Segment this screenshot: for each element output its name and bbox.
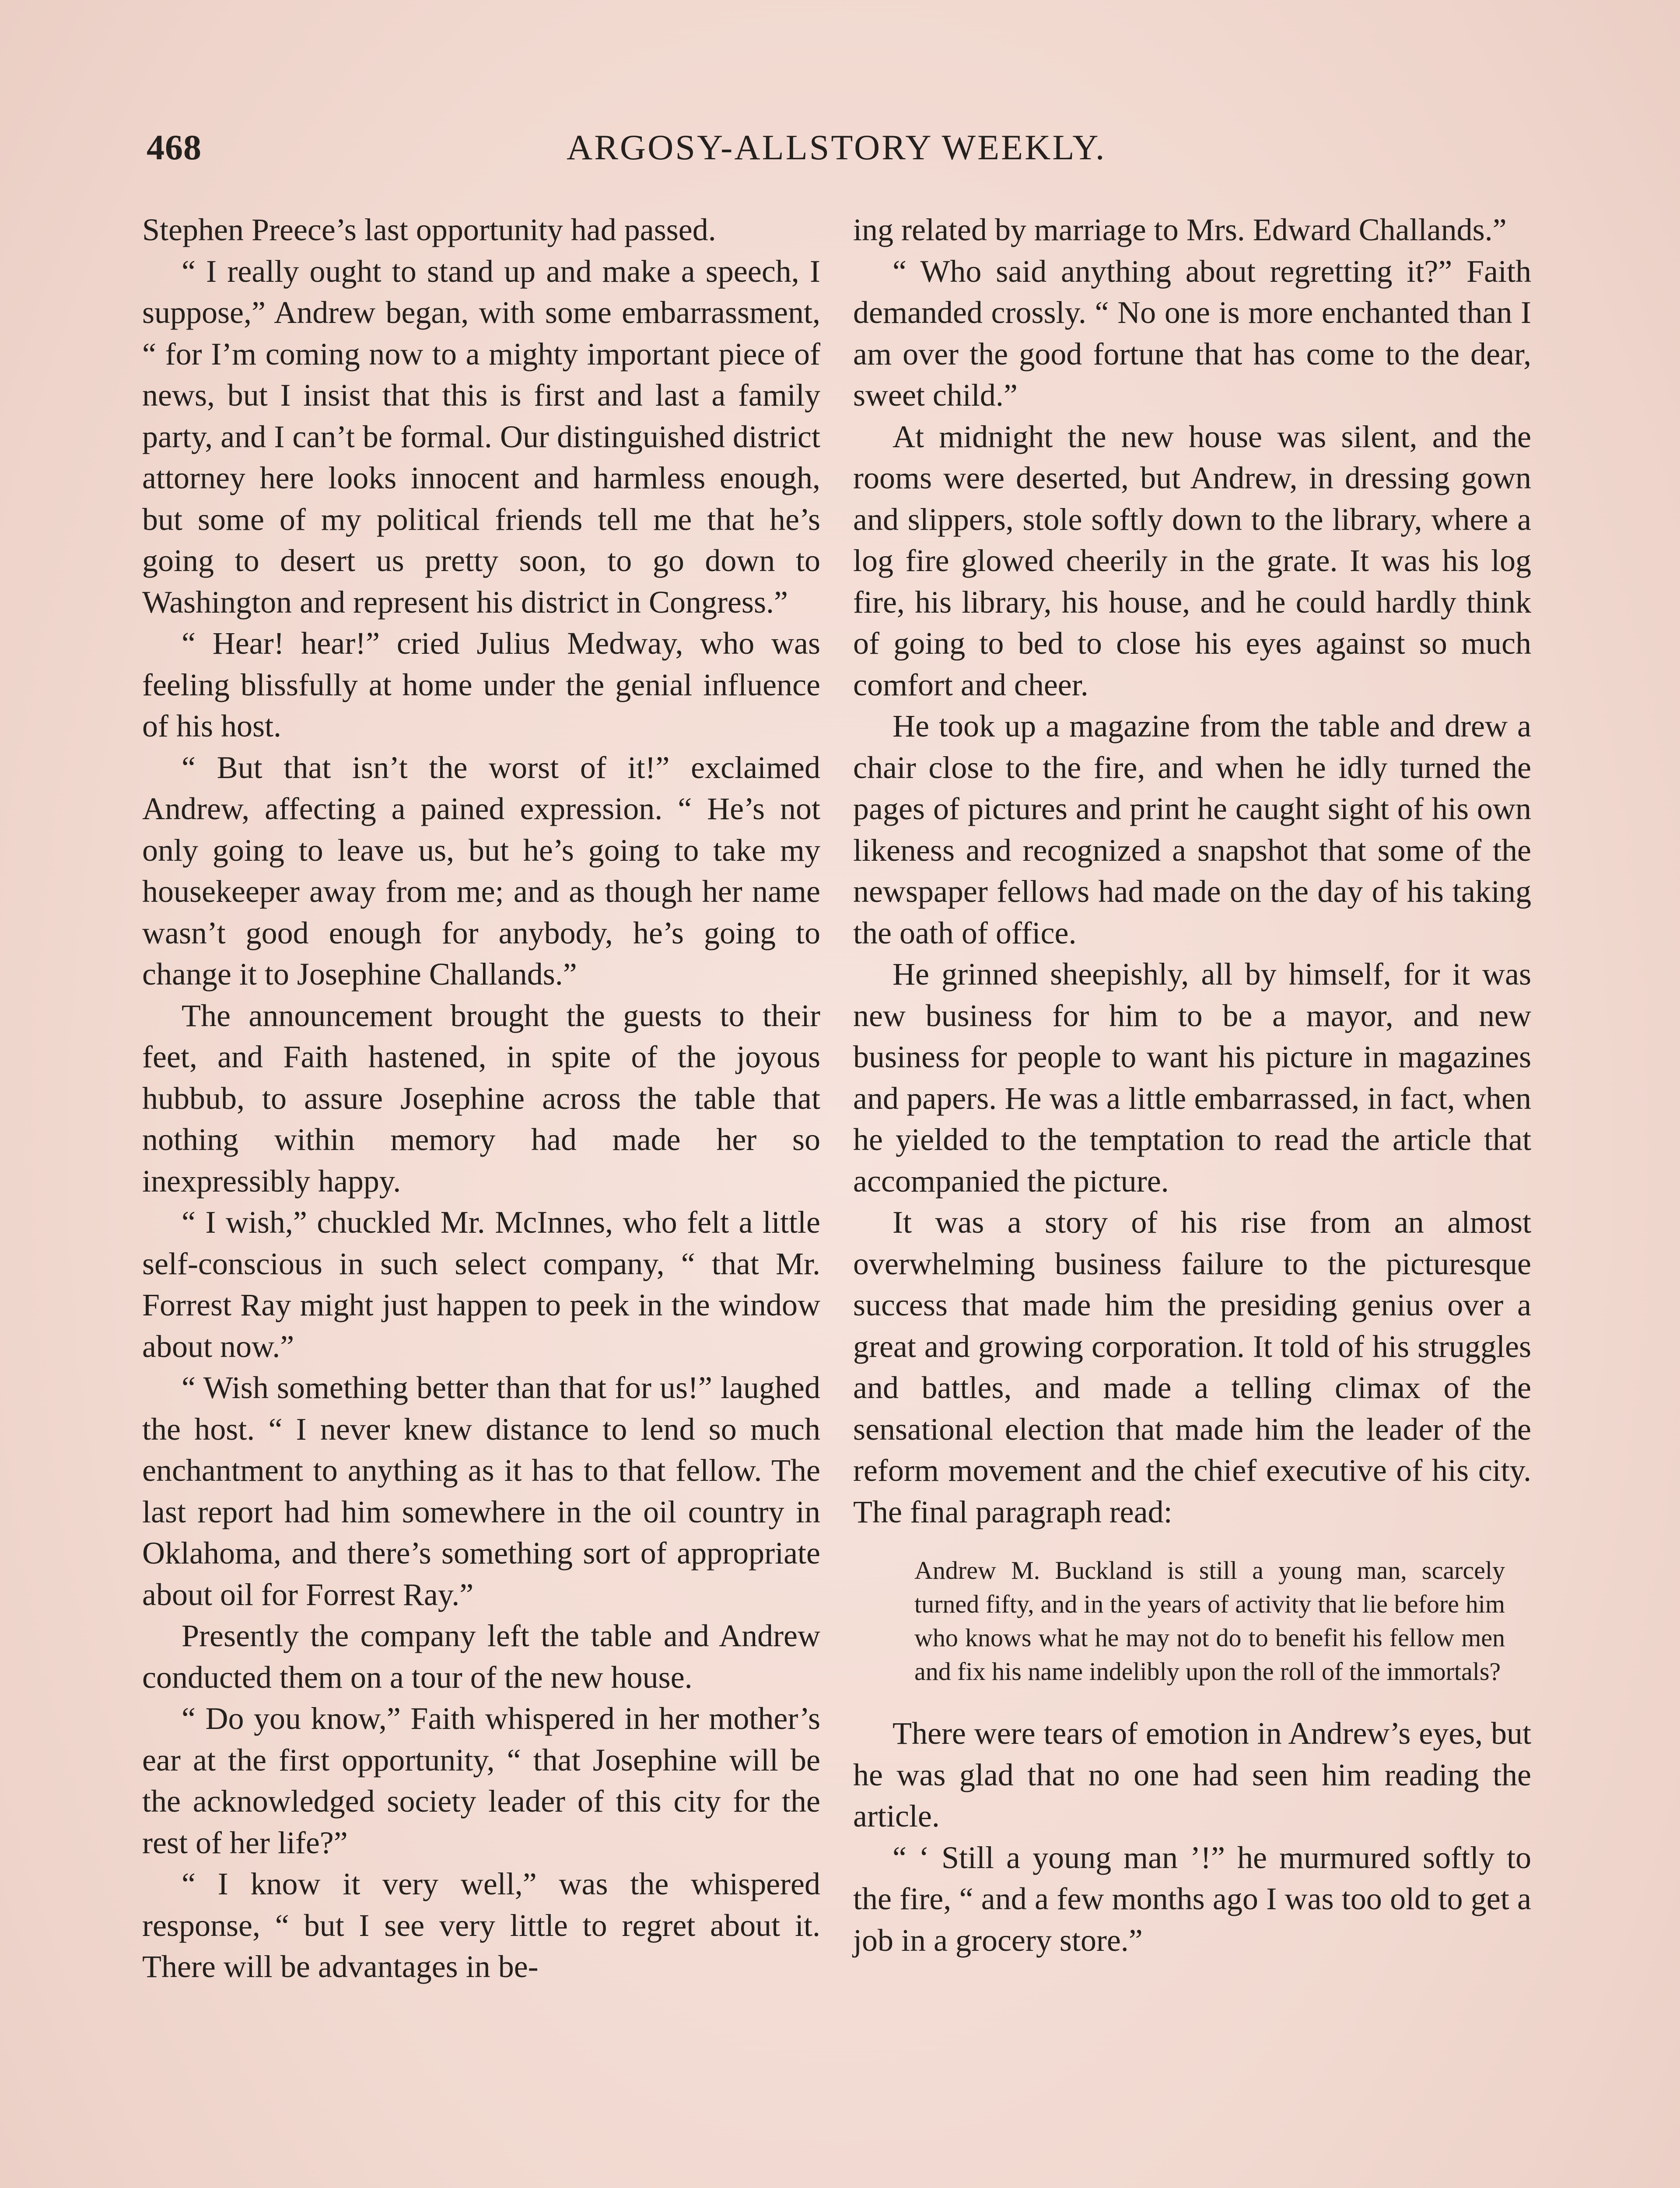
right-column [853,209,1531,1961]
paragraph: At midnight the new house was silent, and the rooms were deserted, but Andrew, in dressing gown and slippers, stole softly down to the library, where a log fire glowed cheerily in the grate. It was his log fire, his library, his house, and he could hardly think of going to bed to close his eyes against so much comfort and cheer. [853,419,1531,702]
page-number: 468 [147,127,202,167]
paragraph: “ Do you know,” Faith whispered in her mother’s ear at the first opportunity, “ that Josephine will be the acknowledged society leader of this city for the rest of her life?” [142,1701,820,1860]
paragraph: “ Wish something better than that for us!” laughed the host. “ I never knew distance to lend so much enchantment to anything as it has to that fellow. The last report had him somewhere in the oil country in Oklahoma, and there’s something sort of appropriate about oil for Forrest Ray.” [142,1370,820,1612]
paragraph: “ But that isn’t the worst of it!” exclaimed Andrew, affecting a pained expression. “ He’s not only going to leave us, but he’s going to take my housekeeper away from me; and as though her name wasn’t good enough for anybody, he’s going to change it to Josephine Challands.” [142,750,820,992]
paragraph: There were tears of emotion in Andrew’s eyes, but he was glad that no one had seen him reading the article. [853,1716,1531,1834]
block-quote: Andrew M. Buckland is still a young man, scarcely turned fifty, and in the years of activity that lie before him who knows what he may not do to benefit his fellow men and fix his name indelibly upon the roll of the immortals? [914,1556,1505,1686]
paragraph: It was a story of his rise from an almost overwhelming business failure to the picturesque success that made him the presiding genius over a great and growing corporation. It told of his struggles and battles, and made a telling climax of the sensational election that made him the leader of the reform movement and the chief executive of his city. The final paragraph read: [853,1205,1531,1529]
paragraph: “ I know it very well,” was the whispered response, “ but I see very little to regret about it. There will be advantages in be- [142,1866,820,1984]
paragraph: Stephen Preece’s last opportunity had passed. [142,212,716,247]
paragraph: He grinned sheepishly, all by himself, for it was new business for him to be a mayor, and new business for people to want his picture in magazines and papers. He was a little embarrassed, in fact, when he yielded to the temptation to read the article that accompanied the picture. [853,957,1531,1199]
paragraph: The announcement brought the guests to their feet, and Faith hastened, in spite of the joyous hubbub, to assure Josephine across the table that nothing within memory had made her so inexpressibly happy. [142,998,820,1199]
paragraph: ing related by marriage to Mrs. Edward Challands.” [853,212,1507,247]
paragraph: “ ‘ Still a young man ’!” he murmured softly to the fire, “ and a few months ago I was too old to get a job in a grocery store.” [853,1840,1531,1958]
paragraph: “ Who said anything about regretting it?” Faith demanded crossly. “ No one is more enchanted than I am over the good fortune that has come to the dear, sweet child.” [853,253,1531,413]
page-header [147,127,1129,179]
paragraph: He took up a magazine from the table and drew a chair close to the fire, and when he idly turned the pages of pictures and print he caught sight of his own likeness and recognized a snapshot that some of the newspaper fellows had made on the day of his taking the oath of office. [853,708,1531,950]
running-head: ARGOSY-ALLSTORY WEEKLY. [567,127,1106,167]
left-column [142,209,820,1988]
paragraph: “ I really ought to stand up and make a speech, I suppose,” Andrew began, with some embarrassment, “ for I’m coming now to a mighty important piece of news, but I insist that this is first and last a family party, and I can’t be formal. Our distinguished district attorney here looks innocent and harmless enough, but some of my political friends tell me that he’s going to desert us pretty soon, to go down to Washington and represent his district in Congress.” [142,253,820,620]
paragraph: “ I wish,” chuckled Mr. McInnes, who felt a little self-conscious in such select company, “ that Mr. Forrest Ray might just happen to peek in the window about now.” [142,1205,820,1364]
paragraph: Presently the company left the table and Andrew conducted them on a tour of the new house. [142,1618,820,1695]
paragraph: “ Hear! hear!” cried Julius Medway, who was feeling blissfully at home under the genial influence of his host. [142,626,820,743]
